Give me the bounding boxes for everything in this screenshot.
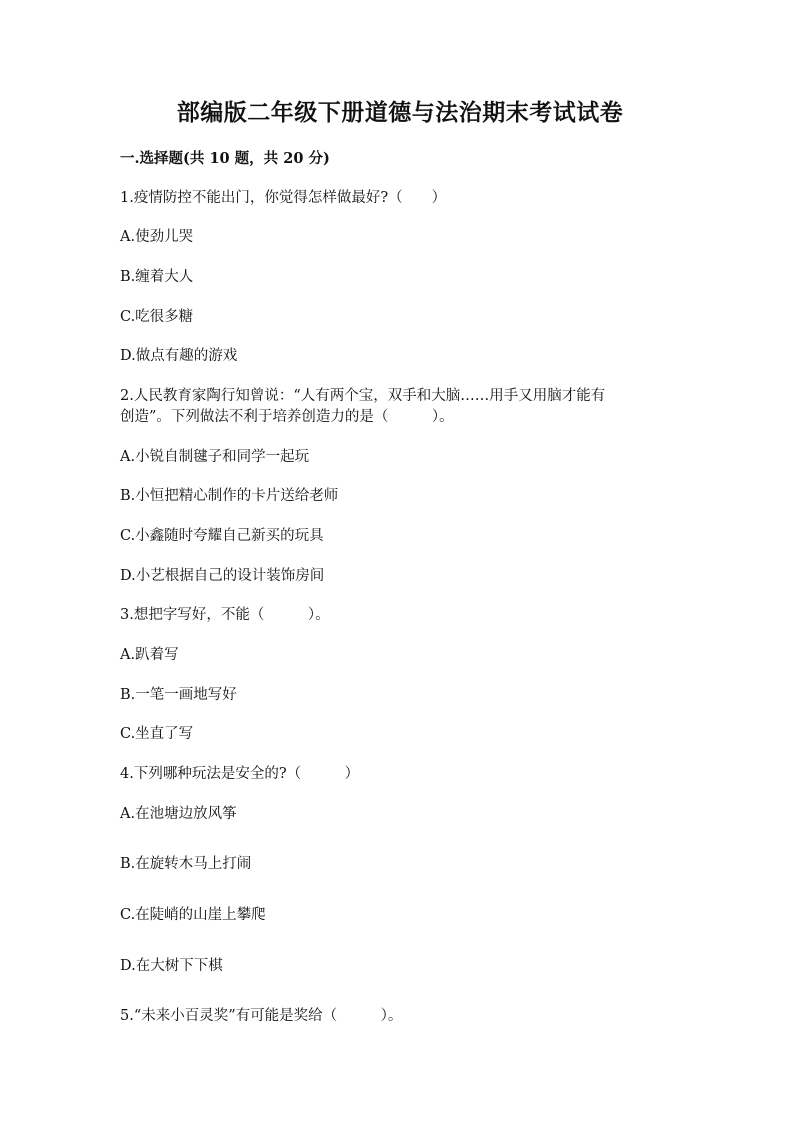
question-3-option-a: A.趴着写 — [120, 647, 179, 663]
question-4-option-d: D.在大树下下棋 — [120, 958, 223, 974]
question-1-option-c: C.吃很多糖 — [120, 309, 194, 325]
question-1-option-b: B.缠着大人 — [120, 269, 194, 285]
question-2-stem-line-2: 创造”。下列做法不利于培养创造力的是（ ）。 — [120, 409, 454, 425]
question-3-option-b: B.一笔一画地写好 — [120, 687, 237, 703]
section-heading: 一.选择题(共 10 题，共 20 分) — [120, 150, 330, 167]
question-3-option-c: C.坐直了写 — [120, 726, 194, 742]
question-4-option-c: C.在陡峭的山崖上攀爬 — [120, 907, 266, 923]
question-2-option-c: C.小鑫随时夸耀自己新买的玩具 — [120, 528, 324, 544]
question-5-stem: 5.“未来小百灵奖”有可能是奖给（ ）。 — [120, 1008, 403, 1024]
question-1-option-a: A.使劲儿哭 — [120, 229, 194, 245]
question-2-stem-line-1: 2.人民教育家陶行知曾说：“人有两个宝，双手和大脑……用手又用脑才能有 — [120, 388, 606, 404]
page-title: 部编版二年级下册道德与法治期末考试试卷 — [176, 99, 624, 126]
question-1-option-d: D.做点有趣的游戏 — [120, 348, 238, 364]
question-2-option-d: D.小艺根据自己的设计装饰房间 — [120, 568, 325, 584]
question-2-option-a: A.小锐自制毽子和同学一起玩 — [120, 449, 310, 465]
question-4-option-a: A.在池塘边放风筝 — [120, 806, 237, 822]
question-1-stem: 1.疫情防控不能出门，你觉得怎样做最好?（ ） — [120, 190, 447, 206]
question-4-option-b: B.在旋转木马上打闹 — [120, 856, 252, 872]
question-3-stem: 3.想把字写好，不能（ ）。 — [120, 607, 330, 623]
question-4-stem: 4.下列哪种玩法是安全的?（ ） — [120, 766, 360, 782]
question-2-option-b: B.小恒把精心制作的卡片送给老师 — [120, 488, 339, 504]
